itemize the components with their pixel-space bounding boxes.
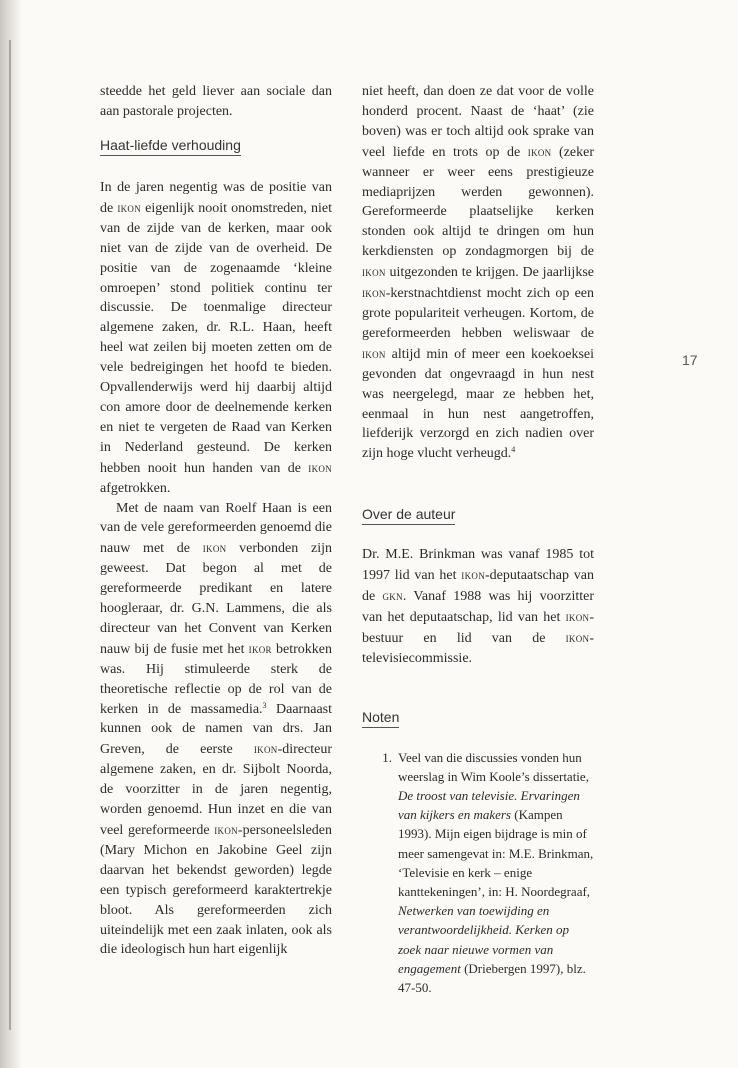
footnote-reference: 4 xyxy=(511,445,516,455)
notes-heading-wrap xyxy=(362,709,594,728)
paragraph-haat-liefde-2: Met de naam van Roelf Haan is een van de vele gereformeerden genoemd die nauw met de ikon verbonden zijn geweest. Dat begon al met de gereformeerde predikant en latere hoogleraar, dr. G.N. Lammens, die als directeur van het Convent van Kerken nauw bij de fusie met het ikor betrokken was. Hij stimuleerde sterk de theoretische reflectie op de rol van de kerken in de massamedia.$^3$ Daarnaast kunnen ook de namen van drs. Jan Greven, de eerste ikon-directeur algemene zaken, en dr. Sijbolt Noorda, de voorzitter in de jaren negentig, worden genoemd. Hun inzet en die van veel gereformeerde ikon-personeelsleden (Mary Michon en Jakobine Geel zijn daarvan het bekendst geworden) legde een typisch gereformeerd karaktertrekje bloot. Als gereformeerden zich uiteindelijk met een zaak inlaten, ook als die ideologisch hun hart eigenlijk xyxy=(100,500,332,958)
left-column xyxy=(100,82,332,960)
small-caps-term: ikon xyxy=(565,608,590,624)
paragraph-author: Dr. M.E. Brinkman was vanaf 1985 tot 1997 lid van het ikon-deputaatschap van de gkn. Vanaf 1988 was hij voorzitter van het deputaatschap, lid van het ikon-bestuur en lid van de ikon-televisiecommissie. xyxy=(362,547,594,666)
binding-line xyxy=(9,40,11,1030)
small-caps-term: gkn xyxy=(382,588,403,604)
small-caps-term: ikon xyxy=(308,459,332,475)
small-caps-term: ikon xyxy=(461,567,485,583)
small-caps-term: ikon xyxy=(527,143,552,159)
paragraph-continuation: niet heeft, dan doen ze dat voor de volle honderd procent. Naast de ‘haat’ (zie boven) was er toch altijd ook sprake van veel liefde en trots op de ikon (zeker wanneer er weer eens prestigieuze mediaprijzen werden gewonnen). Gereformeerde plaatselijke kerken stonden ook altijd te dringen om hun kerkdiensten op zondagmorgen bij de ikon uitgezonden te krijgen. De jaarlijkse ikon-kerstnachtdienst mocht zich op een grote populariteit verheugen. Kortom, de gereformeerden hebben weliswaar de ikon altijd min of meer een koekoeksei gevonden dat ongevraagd in hun nest was neergelegd, maar ze hebben het, eenmaal in hun nest aangetroffen, liefderijk verzorgd en zich nadien over zijn hoge vlucht verheugd.$^4$ xyxy=(362,84,594,462)
section-heading-author: Over de auteur xyxy=(362,506,455,525)
small-caps-term: ikon xyxy=(362,285,386,301)
section-heading-haat-liefde: Haat-liefde verhouding xyxy=(100,137,241,156)
italic-title: Netwerken van toewijding en verantwoordelijkheid. Kerken op zoek naar nieuwe vormen van engagement xyxy=(398,903,570,976)
paragraph-intro: steedde het geld liever aan sociale dan aan pastorale projecten. xyxy=(100,84,332,119)
small-caps-term: ikor xyxy=(248,640,272,656)
page-number: 17 xyxy=(682,352,698,368)
small-caps-term: ikon xyxy=(253,741,278,757)
small-caps-term: ikon xyxy=(362,345,386,361)
footnote-item xyxy=(362,748,594,998)
small-caps-term: ikon xyxy=(362,264,386,280)
footnote-number: 1. xyxy=(382,749,392,765)
small-caps-term: ikon xyxy=(565,629,590,645)
section-heading-notes: Noten xyxy=(362,709,399,728)
italic-title: De troost van televisie. Ervaringen van kijkers en makers xyxy=(398,788,580,823)
footnote-text: Veel van die discussies vonden hun weerslag in Wim Koole’s dissertatie, De troost van televisie. Ervaringen van kijkers en makers (Kampen 1993). Mijn eigen bijdrage is min of meer samengevat in: M.E. Brinkman, ‘Televisie en kerk – enige kanttekeningen’, in: H. Noordegraaf, Netwerken van toewijding en verantwoordelijkheid. Kerken op zoek naar nieuwe vormen van engagement (Driebergen 1997), blz. 47-50. xyxy=(398,749,594,996)
footnote-reference: 3 xyxy=(262,700,267,710)
paragraph-haat-liefde-1: In de jaren negentig was de positie van de ikon eigenlijk nooit onomstreden, niet van de zijde van de kerken, maar ook niet van de zijde van de overheid. De positie van de zogenaamde ‘kleine omroepen’ stond politiek continu ter discussie. De toenmalige directeur algemene zaken, dr. R.L. Haan, heeft heel wat zeilen bij moeten zetten om de vele bedreigingen het hoofd te bieden. Opvallenderwijs werd hij daarbij altijd con amore door de deelnemende kerken en niet te vergeten de Raad van Kerken in Nederland gesteund. De kerken hebben nooit hun handen van de ikon afgetrokken. xyxy=(100,180,333,496)
small-caps-term: ikon xyxy=(202,540,227,556)
small-caps-term: ikon xyxy=(214,822,238,837)
right-column xyxy=(362,82,594,997)
page-binding-shadow xyxy=(0,0,22,1068)
small-caps-term: ikon xyxy=(117,199,142,215)
author-heading-wrap xyxy=(362,506,594,525)
section-heading-wrap xyxy=(100,137,332,156)
notes-list xyxy=(362,748,594,998)
